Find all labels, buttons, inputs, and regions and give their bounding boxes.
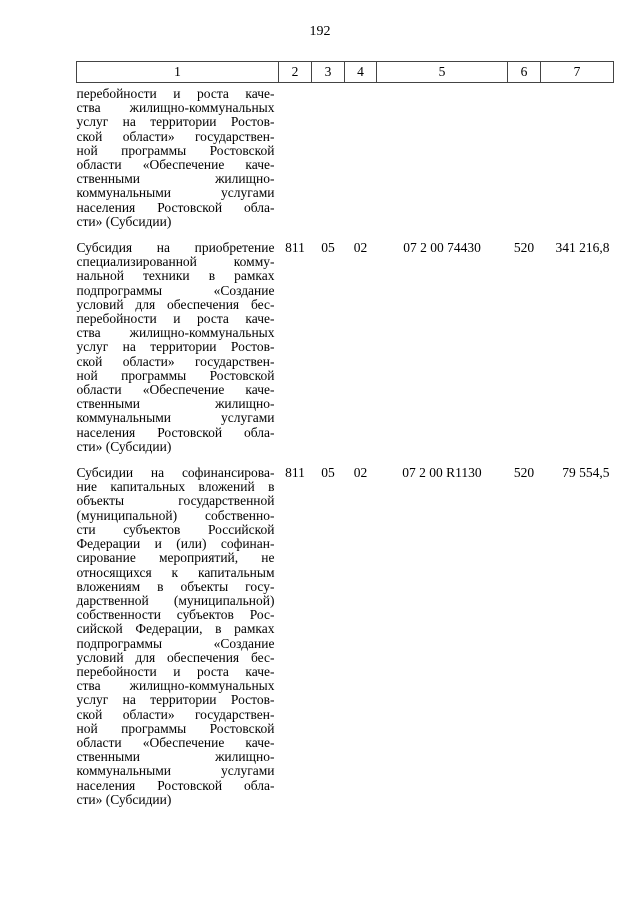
description-line: Федерации и (или) софинан- (76, 536, 275, 552)
expense-type-code: 520 (513, 465, 535, 481)
section-code (312, 83, 345, 238)
description-line: населения Ростовской обла- (76, 199, 275, 215)
description-line: ственными жилищно- (76, 171, 275, 187)
subsection-code (345, 83, 377, 238)
page-number: 192 (309, 24, 331, 39)
description-line: перебойности и роста каче- (76, 663, 275, 679)
table-row (77, 462, 614, 815)
col-header-3: 3 (312, 62, 345, 83)
description-line: вложениям в объекты госу- (76, 578, 275, 594)
col-header-2: 2 (279, 62, 312, 83)
col-header-6: 6 (508, 62, 541, 83)
description-line: условий для обеспечения бес- (76, 296, 275, 312)
description-line: объекты государственной (76, 493, 275, 509)
description-line: ной программы Ростовской (76, 142, 275, 158)
description-line: сти субъектов Российской (76, 521, 275, 537)
section-code: 05 (321, 465, 335, 481)
description-line: ской области» государствен- (76, 128, 275, 144)
expense-type-code: 520 (513, 240, 535, 256)
description-line: перебойности и роста каче- (76, 86, 275, 101)
description-line: коммунальными услугами (76, 185, 275, 201)
subsection-code: 02 (353, 240, 368, 256)
col-header-5: 5 (377, 62, 508, 83)
description-line: Субсидия на приобретение (76, 240, 275, 256)
description-line: услуг на территории Ростов- (76, 114, 275, 130)
amount: 341 216,8 (555, 240, 610, 256)
expense-type-code (508, 83, 541, 238)
description-line: собственности субъектов Рос- (76, 607, 275, 623)
description-line: подпрограммы «Создание (76, 635, 275, 651)
table-row (77, 237, 614, 462)
description-line: специализированной комму- (76, 254, 275, 270)
description-line: услуг на территории Ростов- (76, 692, 275, 708)
col-header-4: 4 (345, 62, 377, 83)
description-line: сти» (Субсидии) (76, 438, 172, 454)
description-line: области «Обеспечение каче- (76, 382, 275, 398)
description-line: ственными жилищно- (76, 749, 275, 765)
description-line: ние капитальных вложений в (76, 479, 275, 495)
description-line: Субсидии на софинансирова- (76, 465, 275, 481)
subsection-code: 02 (353, 465, 368, 481)
description-line: подпрограммы «Создание (76, 282, 275, 298)
description-line: области «Обеспечение каче- (76, 157, 275, 173)
description-line: ства жилищно-коммунальных (76, 678, 275, 694)
description-line: сирование мероприятий, не (76, 550, 275, 566)
row-description (77, 83, 279, 238)
description-line: ской области» государствен- (76, 706, 275, 722)
target-article-code: 07 2 00 74430 (403, 240, 481, 256)
description-line: условий для обеспечения бес- (76, 649, 275, 665)
description-line: нальной техники в рамках (76, 268, 275, 284)
description-line: (муниципальной) собственно- (76, 507, 275, 523)
budget-table (76, 61, 614, 815)
row-description (77, 237, 279, 462)
row-description (77, 462, 279, 815)
description-line: сти» (Субсидии) (76, 213, 172, 229)
description-line: относящихся к капитальным (76, 564, 275, 580)
description-line: ной программы Ростовской (76, 720, 275, 736)
description-line: перебойности и роста каче- (76, 311, 275, 327)
target-article-code (377, 83, 508, 238)
department-code: 811 (285, 465, 305, 481)
header-row (77, 62, 614, 83)
description-line: ства жилищно-коммунальных (76, 325, 275, 341)
description-line: коммунальными услугами (76, 763, 275, 779)
description-line: сти» (Субсидии) (76, 791, 172, 807)
description-line: области «Обеспечение каче- (76, 734, 275, 750)
description-line: дарственной (муниципальной) (76, 592, 275, 608)
amount: 79 554,5 (562, 465, 610, 481)
description-line: населения Ростовской обла- (76, 424, 275, 440)
description-line: сийской Федерации, в рамках (76, 621, 275, 637)
description-line: услуг на территории Ростов- (76, 339, 275, 355)
department-code: 811 (285, 240, 305, 256)
col-header-1: 1 (77, 62, 279, 83)
description-line: ской области» государствен- (76, 353, 275, 369)
description-line: ственными жилищно- (76, 396, 275, 412)
col-header-7: 7 (541, 62, 614, 83)
amount (541, 83, 614, 238)
table-row (77, 83, 614, 238)
description-line: населения Ростовской обла- (76, 777, 275, 793)
department-code (279, 83, 312, 238)
description-line: ной программы Ростовской (76, 367, 275, 383)
description-line: ства жилищно-коммунальных (76, 100, 275, 116)
section-code: 05 (321, 240, 335, 256)
description-line: коммунальными услугами (76, 410, 275, 426)
target-article-code: 07 2 00 R1130 (402, 465, 482, 481)
